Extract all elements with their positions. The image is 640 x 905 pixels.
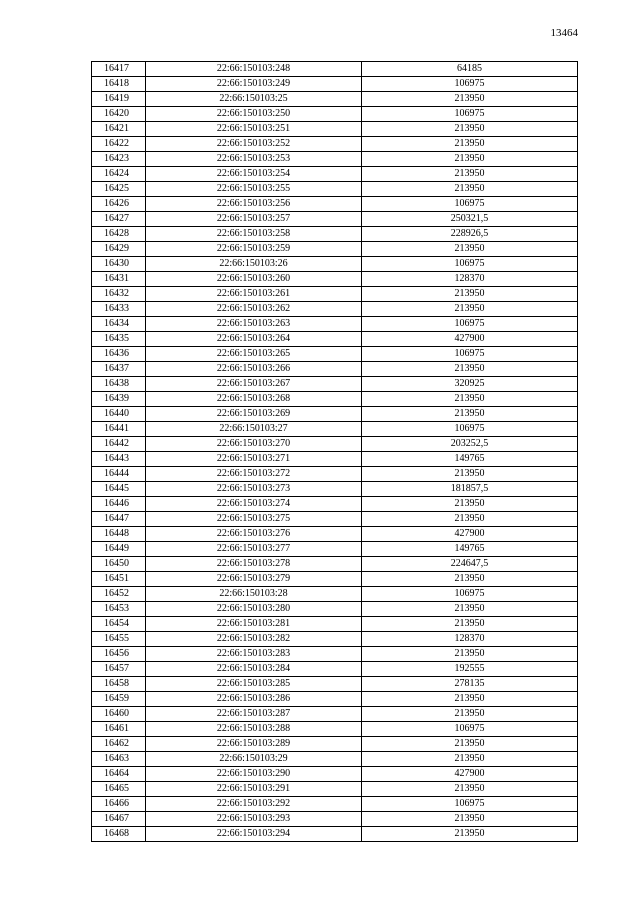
cadastral-value-cell: 106975 [362, 587, 578, 602]
cadastral-number-cell: 22:66:150103:275 [146, 512, 362, 527]
cadastral-number-cell: 22:66:150103:27 [146, 422, 362, 437]
cadastral-value-cell: 181857,5 [362, 482, 578, 497]
cadastral-value-cell: 213950 [362, 497, 578, 512]
cadastral-number-cell: 22:66:150103:273 [146, 482, 362, 497]
cadastral-number-cell: 22:66:150103:257 [146, 212, 362, 227]
cadastral-value-cell: 228926,5 [362, 227, 578, 242]
table-row [92, 392, 578, 407]
table-row [92, 722, 578, 737]
table-row [92, 602, 578, 617]
cadastral-value-cell: 213950 [362, 752, 578, 767]
row-number-cell: 16436 [92, 347, 146, 362]
cadastral-number-cell: 22:66:150103:286 [146, 692, 362, 707]
cadastral-value-cell: 213950 [362, 572, 578, 587]
table-row [92, 197, 578, 212]
cadastral-number-cell: 22:66:150103:277 [146, 542, 362, 557]
cadastral-number-cell: 22:66:150103:292 [146, 797, 362, 812]
table-row [92, 242, 578, 257]
row-number-cell: 16468 [92, 827, 146, 842]
row-number-cell: 16455 [92, 632, 146, 647]
cadastral-number-cell: 22:66:150103:279 [146, 572, 362, 587]
table-row [92, 422, 578, 437]
cadastral-value-cell: 106975 [362, 347, 578, 362]
table-row [92, 692, 578, 707]
table-row [92, 707, 578, 722]
table-row [92, 587, 578, 602]
cadastral-value-cell: 213950 [362, 512, 578, 527]
cadastral-number-cell: 22:66:150103:274 [146, 497, 362, 512]
cadastral-number-cell: 22:66:150103:282 [146, 632, 362, 647]
cadastral-value-cell: 213950 [362, 827, 578, 842]
cadastral-value-cell: 128370 [362, 632, 578, 647]
cadastral-value-cell: 224647,5 [362, 557, 578, 572]
cadastral-number-cell: 22:66:150103:259 [146, 242, 362, 257]
cadastral-number-cell: 22:66:150103:276 [146, 527, 362, 542]
cadastral-value-cell: 106975 [362, 722, 578, 737]
table-row [92, 62, 578, 77]
row-number-cell: 16430 [92, 257, 146, 272]
cadastral-value-cell: 106975 [362, 422, 578, 437]
row-number-cell: 16462 [92, 737, 146, 752]
row-number-cell: 16465 [92, 782, 146, 797]
table-row [92, 287, 578, 302]
cadastral-value-cell: 213950 [362, 392, 578, 407]
cadastral-number-cell: 22:66:150103:269 [146, 407, 362, 422]
table-row [92, 542, 578, 557]
cadastral-number-cell: 22:66:150103:289 [146, 737, 362, 752]
row-number-cell: 16448 [92, 527, 146, 542]
table-row [92, 647, 578, 662]
row-number-cell: 16425 [92, 182, 146, 197]
table-row [92, 752, 578, 767]
table-row [92, 797, 578, 812]
table-row [92, 122, 578, 137]
table-row [92, 77, 578, 92]
cadastral-value-cell: 106975 [362, 797, 578, 812]
cadastral-number-cell: 22:66:150103:293 [146, 812, 362, 827]
table-row [92, 227, 578, 242]
row-number-cell: 16429 [92, 242, 146, 257]
cadastral-number-cell: 22:66:150103:284 [146, 662, 362, 677]
row-number-cell: 16428 [92, 227, 146, 242]
table-row [92, 827, 578, 842]
cadastral-number-cell: 22:66:150103:251 [146, 122, 362, 137]
cadastral-value-cell: 213950 [362, 302, 578, 317]
table-row [92, 812, 578, 827]
cadastral-number-cell: 22:66:150103:272 [146, 467, 362, 482]
cadastral-number-cell: 22:66:150103:249 [146, 77, 362, 92]
cadastral-value-cell: 213950 [362, 137, 578, 152]
cadastral-value-cell: 149765 [362, 542, 578, 557]
cadastral-value-cell: 427900 [362, 332, 578, 347]
cadastral-value-cell: 213950 [362, 92, 578, 107]
row-number-cell: 16432 [92, 287, 146, 302]
row-number-cell: 16458 [92, 677, 146, 692]
row-number-cell: 16453 [92, 602, 146, 617]
table-row [92, 347, 578, 362]
cadastral-value-cell: 213950 [362, 362, 578, 377]
row-number-cell: 16418 [92, 77, 146, 92]
row-number-cell: 16419 [92, 92, 146, 107]
cadastral-number-cell: 22:66:150103:260 [146, 272, 362, 287]
row-number-cell: 16426 [92, 197, 146, 212]
table-row [92, 272, 578, 287]
cadastral-value-table [91, 61, 578, 842]
row-number-cell: 16456 [92, 647, 146, 662]
row-number-cell: 16466 [92, 797, 146, 812]
cadastral-value-cell: 278135 [362, 677, 578, 692]
cadastral-number-cell: 22:66:150103:268 [146, 392, 362, 407]
table-row [92, 317, 578, 332]
table-row [92, 632, 578, 647]
row-number-cell: 16449 [92, 542, 146, 557]
cadastral-number-cell: 22:66:150103:294 [146, 827, 362, 842]
cadastral-number-cell: 22:66:150103:283 [146, 647, 362, 662]
table-row [92, 407, 578, 422]
table-row [92, 437, 578, 452]
cadastral-number-cell: 22:66:150103:256 [146, 197, 362, 212]
cadastral-value-cell: 213950 [362, 407, 578, 422]
row-number-cell: 16444 [92, 467, 146, 482]
cadastral-number-cell: 22:66:150103:262 [146, 302, 362, 317]
row-number-cell: 16427 [92, 212, 146, 227]
cadastral-value-cell: 213950 [362, 812, 578, 827]
row-number-cell: 16446 [92, 497, 146, 512]
cadastral-number-cell: 22:66:150103:290 [146, 767, 362, 782]
table-row [92, 467, 578, 482]
cadastral-value-cell: 213950 [362, 707, 578, 722]
cadastral-number-cell: 22:66:150103:250 [146, 107, 362, 122]
row-number-cell: 16423 [92, 152, 146, 167]
table-row [92, 152, 578, 167]
table-row [92, 212, 578, 227]
table-row [92, 452, 578, 467]
row-number-cell: 16443 [92, 452, 146, 467]
cadastral-value-cell: 213950 [362, 182, 578, 197]
row-number-cell: 16447 [92, 512, 146, 527]
cadastral-number-cell: 22:66:150103:29 [146, 752, 362, 767]
row-number-cell: 16439 [92, 392, 146, 407]
row-number-cell: 16440 [92, 407, 146, 422]
cadastral-value-cell: 213950 [362, 692, 578, 707]
table-row [92, 257, 578, 272]
table-row [92, 302, 578, 317]
row-number-cell: 16450 [92, 557, 146, 572]
table-row [92, 167, 578, 182]
cadastral-value-cell: 213950 [362, 647, 578, 662]
cadastral-number-cell: 22:66:150103:254 [146, 167, 362, 182]
cadastral-number-cell: 22:66:150103:280 [146, 602, 362, 617]
row-number-cell: 16459 [92, 692, 146, 707]
cadastral-number-cell: 22:66:150103:25 [146, 92, 362, 107]
row-number-cell: 16457 [92, 662, 146, 677]
cadastral-number-cell: 22:66:150103:285 [146, 677, 362, 692]
cadastral-number-cell: 22:66:150103:287 [146, 707, 362, 722]
cadastral-value-cell: 320925 [362, 377, 578, 392]
table-row [92, 662, 578, 677]
cadastral-number-cell: 22:66:150103:265 [146, 347, 362, 362]
table-row [92, 527, 578, 542]
row-number-cell: 16420 [92, 107, 146, 122]
row-number-cell: 16442 [92, 437, 146, 452]
cadastral-value-cell: 106975 [362, 197, 578, 212]
row-number-cell: 16463 [92, 752, 146, 767]
row-number-cell: 16464 [92, 767, 146, 782]
table-row [92, 497, 578, 512]
row-number-cell: 16424 [92, 167, 146, 182]
cadastral-number-cell: 22:66:150103:261 [146, 287, 362, 302]
cadastral-value-cell: 213950 [362, 602, 578, 617]
row-number-cell: 16461 [92, 722, 146, 737]
table-row [92, 677, 578, 692]
cadastral-value-cell: 106975 [362, 107, 578, 122]
row-number-cell: 16434 [92, 317, 146, 332]
row-number-cell: 16437 [92, 362, 146, 377]
row-number-cell: 16421 [92, 122, 146, 137]
cadastral-number-cell: 22:66:150103:281 [146, 617, 362, 632]
row-number-cell: 16441 [92, 422, 146, 437]
table-row [92, 482, 578, 497]
row-number-cell: 16460 [92, 707, 146, 722]
cadastral-value-cell: 106975 [362, 77, 578, 92]
table-row [92, 617, 578, 632]
page-number: 13464 [550, 27, 578, 39]
cadastral-number-cell: 22:66:150103:291 [146, 782, 362, 797]
row-number-cell: 16431 [92, 272, 146, 287]
cadastral-value-cell: 192555 [362, 662, 578, 677]
cadastral-value-cell: 213950 [362, 152, 578, 167]
cadastral-number-cell: 22:66:150103:267 [146, 377, 362, 392]
cadastral-value-cell: 128370 [362, 272, 578, 287]
cadastral-value-cell: 213950 [362, 737, 578, 752]
table-body [92, 62, 578, 842]
cadastral-value-cell: 106975 [362, 257, 578, 272]
table-row [92, 377, 578, 392]
cadastral-number-cell: 22:66:150103:263 [146, 317, 362, 332]
row-number-cell: 16417 [92, 62, 146, 77]
cadastral-number-cell: 22:66:150103:255 [146, 182, 362, 197]
table-row [92, 137, 578, 152]
cadastral-number-cell: 22:66:150103:253 [146, 152, 362, 167]
cadastral-value-cell: 213950 [362, 122, 578, 137]
cadastral-value-cell: 250321,5 [362, 212, 578, 227]
cadastral-number-cell: 22:66:150103:270 [146, 437, 362, 452]
table-row [92, 767, 578, 782]
table-row [92, 782, 578, 797]
cadastral-number-cell: 22:66:150103:248 [146, 62, 362, 77]
cadastral-value-cell: 427900 [362, 527, 578, 542]
cadastral-value-cell: 213950 [362, 617, 578, 632]
cadastral-number-cell: 22:66:150103:271 [146, 452, 362, 467]
table-row [92, 182, 578, 197]
cadastral-value-cell: 213950 [362, 467, 578, 482]
table-row [92, 107, 578, 122]
cadastral-value-cell: 64185 [362, 62, 578, 77]
table-row [92, 572, 578, 587]
cadastral-value-cell: 213950 [362, 167, 578, 182]
row-number-cell: 16467 [92, 812, 146, 827]
row-number-cell: 16435 [92, 332, 146, 347]
row-number-cell: 16452 [92, 587, 146, 602]
cadastral-number-cell: 22:66:150103:288 [146, 722, 362, 737]
table-row [92, 737, 578, 752]
table-row [92, 512, 578, 527]
table-row [92, 332, 578, 347]
cadastral-value-cell: 106975 [362, 317, 578, 332]
cadastral-value-cell: 427900 [362, 767, 578, 782]
cadastral-value-cell: 203252,5 [362, 437, 578, 452]
cadastral-number-cell: 22:66:150103:26 [146, 257, 362, 272]
cadastral-number-cell: 22:66:150103:266 [146, 362, 362, 377]
table-row [92, 557, 578, 572]
row-number-cell: 16451 [92, 572, 146, 587]
row-number-cell: 16422 [92, 137, 146, 152]
cadastral-value-cell: 149765 [362, 452, 578, 467]
table-row [92, 362, 578, 377]
row-number-cell: 16454 [92, 617, 146, 632]
cadastral-value-cell: 213950 [362, 782, 578, 797]
row-number-cell: 16445 [92, 482, 146, 497]
cadastral-number-cell: 22:66:150103:28 [146, 587, 362, 602]
cadastral-number-cell: 22:66:150103:264 [146, 332, 362, 347]
row-number-cell: 16438 [92, 377, 146, 392]
table-row [92, 92, 578, 107]
cadastral-value-cell: 213950 [362, 242, 578, 257]
row-number-cell: 16433 [92, 302, 146, 317]
cadastral-number-cell: 22:66:150103:278 [146, 557, 362, 572]
cadastral-number-cell: 22:66:150103:258 [146, 227, 362, 242]
cadastral-value-cell: 213950 [362, 287, 578, 302]
cadastral-number-cell: 22:66:150103:252 [146, 137, 362, 152]
